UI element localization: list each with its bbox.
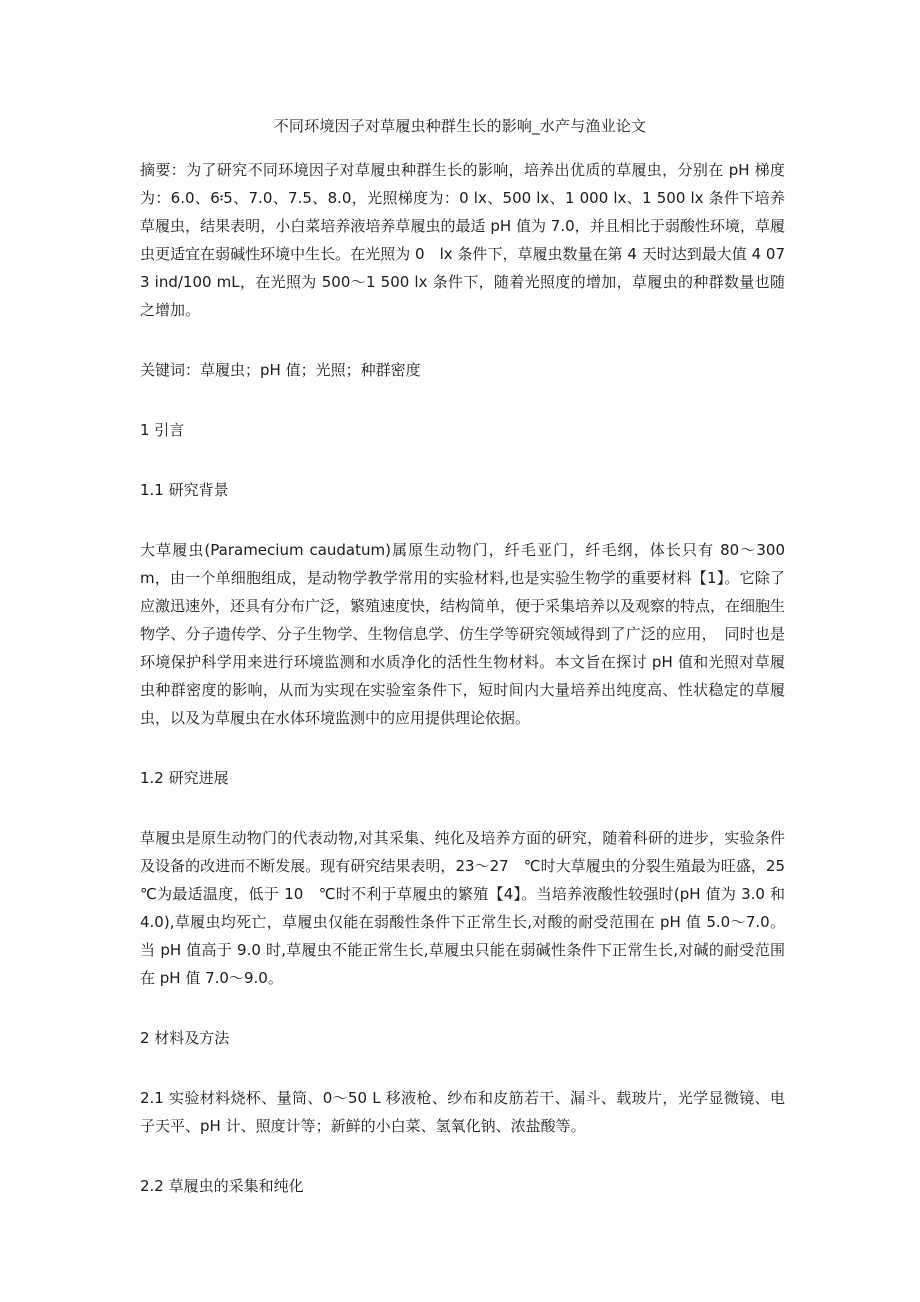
abstract-paragraph: 摘要：为了研究不同环境因子对草履虫种群生长的影响，培养出优质的草履虫，分别在 pH 梯度为：6.0、6፡5、7.0、7.5、8.0，光照梯度为：0 lx、500 lx、1 000 lx、1 500 lx 条件下培养草履虫，结果表明，小白菜培养液培养草履虫的最适 pH 值为 7.0，并且相比于弱酸性环境，草履虫更适宜在弱碱性环境中生长。在光照为 0 lx 条件下，草履虫数量在第 4 天时达到最大值 4 073 ind/100 mL，在光照为 500～1 500 lx 条件下，随着光照度的增加，草履虫的种群数量也随之增加。 [140,161,785,319]
keywords-paragraph: 关键词：草履虫；pH 值；光照；种群密度 [140,361,421,379]
section-2-2-heading: 2.2 草履虫的采集和纯化 [140,1177,304,1195]
section-2-1-body: 2.1 实验材料烧杯、量筒、0～50 L 移液枪、纱布和皮筋若干、漏斗、载玻片，光学显微镜、电子天平、pH 计、照度计等；新鲜的小白菜、氢氧化钠、浓盐酸等。 [140,1089,785,1135]
section-1-1-heading: 1.1 研究背景 [140,481,229,499]
document-body [140,156,801,1232]
section-1-2-heading: 1.2 研究进展 [140,769,229,787]
document-title: 不同环境因子对草履虫种群生长的影响_水产与渔业论文 [273,117,647,135]
section-1-heading: 1 引言 [140,421,185,439]
section-1-1-body: 大草履虫(Paramecium caudatum)属原生动物门，纤毛亚门，纤毛纲，体长只有 80～300 m，由一个单细胞组成，是动物学教学常用的实验材料,也是实验生物学的重要材料【1】。它除了应激迅速外，还具有分布广泛，繁殖速度快，结构简单，便于采集培养以及观察的特点，在细胞生物学、分子遗传学、分子生物学、生物信息学、仿生学等研究领域得到了广泛的应用， 同时也是环境保护科学用来进行环境监测和水质净化的活性生物材料。本文旨在探讨 pH 值和光照对草履虫种群密度的影响，从而为实现在实验室条件下，短时间内大量培养出纯度高、性状稳定的草履虫，以及为草履虫在水体环境监测中的应用提供理论依据。 [140,541,786,727]
section-2-heading: 2 材料及方法 [140,1029,230,1047]
section-1-2-body: 草履虫是原生动物门的代表动物,对其采集、纯化及培养方面的研究，随着科研的进步，实验条件及设备的改进而不断发展。现有研究结果表明，23～27 ℃时大草履虫的分裂生殖最为旺盛，25 ℃为最适温度，低于 10 ℃时不利于草履虫的繁殖【4】。当培养液酸性较强时(pH 值为 3.0 和 4.0),草履虫均死亡，草履虫仅能在弱酸性条件下正常生长,对酸的耐受范围在 pH 值 5.0～7.0。当 pH 值高于 9.0 时,草履虫不能正常生长,草履虫只能在弱碱性条件下正常生长,对碱的耐受范围在 pH 值 7.0～9.0。 [140,829,801,987]
